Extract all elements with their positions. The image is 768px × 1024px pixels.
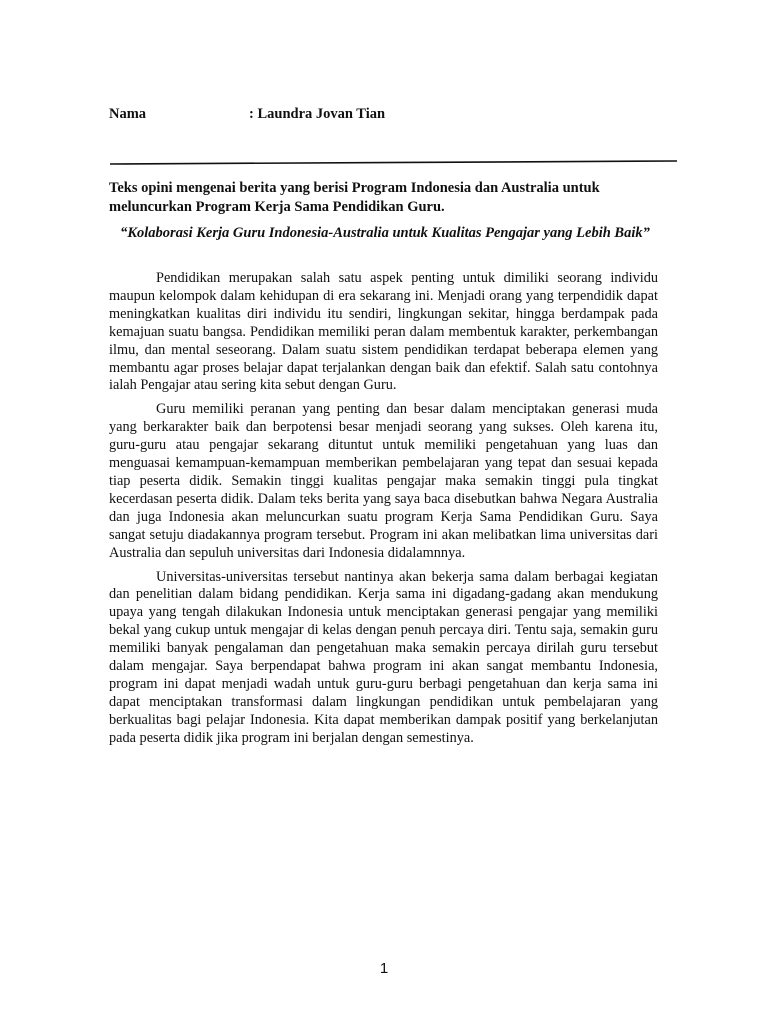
paragraph: Guru memiliki peranan yang penting dan besar dalam menciptakan generasi muda yang berkarakter baik dan berpotensi besar menjadi seorang yang sukses. Oleh karena itu, guru-guru atau pengajar sekarang dituntut untuk memiliki pengetahuan yang luas dan menguasai kemampuan-kemampuan memberikan pembelajaran yang tepat dan sesuai kepada tiap peserta didik. Semakin tinggi kualitas pengajar maka semakin tinggi pula tingkat kecerdasan peserta didik. Dalam teks berita yang saya baca disebutkan bahwa Negara Australia dan juga Indonesia akan meluncurkan suatu program Kerja Sama Pendidikan Guru. Saya sangat setuju diadakannya program tersebut. Program ini akan melibatkan lima universitas dari Australia dan sepuluh universitas dari Indonesia didalamnnya. [109, 401, 658, 561]
horizontal-divider [110, 159, 677, 167]
divider-line [110, 161, 677, 164]
essay-title: “Kolaborasi Kerja Guru Indonesia-Australia untuk Kualitas Pengajar yang Lebih Baik” [120, 225, 650, 241]
essay-body [109, 270, 658, 754]
paragraph: Pendidikan merupakan salah satu aspek penting untuk dimiliki seorang individu maupun kelompok dalam kehidupan di era sekarang ini. Menjadi orang yang terpendidik dapat meningkatkan kualitas diri individu itu sendiri, lingkungan sekitar, hingga berdampak pada kemajuan suatu bangsa. Pendidikan memiliki peran dalam membentuk karakter, perkembangan ilmu, dan mental seseorang. Dalam suatu sistem pendidikan terdapat beberapa elemen yang membantu agar proses belajar dapat terjalankan dengan baik dan efektif. Salah satu contohnya ialah Pengajar atau sering kita sebut dengan Guru. [109, 270, 658, 394]
name-value: : Laundra Jovan Tian [249, 106, 386, 122]
essay-heading: Teks opini mengenai berita yang berisi Program Indonesia dan Australia untuk meluncurkan Program Kerja Sama Pendidikan Guru. [109, 180, 600, 215]
paragraph: Universitas-universitas tersebut nantinya akan bekerja sama dalam berbagai kegiatan dan penelitian dalam bidang pendidikan. Kerja sama ini digadang-gadang akan mendukung upaya yang tengah dilakukan Indonesia untuk menciptakan generasi pengajar yang memiliki bekal yang cukup untuk mengajar di kelas dengan penuh percaya diri. Tentu saja, semakin guru memiliki banyak pengalaman dan pengetahuan maka semakin percaya dirilah guru tersebut dalam mengajar. Saya berpendapat bahwa program ini akan sangat membantu Indonesia, program ini dapat menjadi wadah untuk guru-guru berbagi pengetahuan dan kerja sama ini dapat menciptakan transformasi dalam lingkungan pendidikan untuk pembelajaran yang berkualitas bagi pelajar Indonesia. Kita dapat memberikan dampak positif yang berkelanjutan pada peserta didik jika program ini berjalan dengan semestinya. [109, 568, 658, 746]
name-row [109, 106, 385, 123]
page-number: 1 [379, 960, 389, 977]
name-label: Nama [109, 106, 147, 122]
